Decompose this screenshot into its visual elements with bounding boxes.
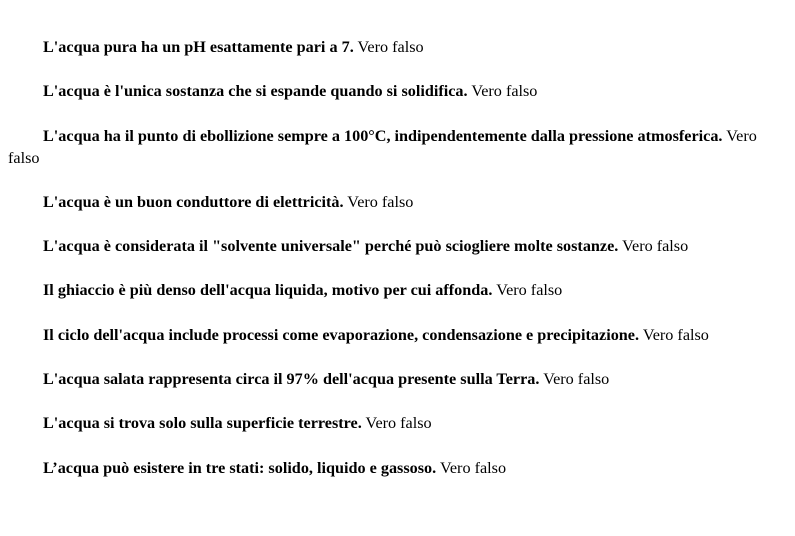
question-item: [8, 412, 768, 434]
question-text: L'acqua è un buon conduttore di elettricità.: [43, 192, 344, 211]
answer-options: Vero falso: [365, 414, 432, 433]
answer-options: Vero falso: [622, 237, 689, 256]
question-text: Il ciclo dell'acqua include processi come evaporazione, condensazione e precipitazione.: [43, 325, 640, 344]
answer-options: Vero falso: [347, 192, 414, 211]
question-item: [8, 36, 768, 58]
answer-options: Vero falso: [8, 126, 757, 167]
question-text: L'acqua si trova solo sulla superficie terrestre.: [43, 414, 362, 433]
quiz-document: [8, 36, 768, 501]
question-text: L'acqua ha il punto di ebollizione sempre a 100°C, indipendentemente dalla pressione atmosferica.: [43, 126, 723, 145]
question-item: [8, 368, 768, 390]
question-item: [8, 457, 768, 479]
answer-options: Vero falso: [357, 38, 424, 56]
question-item: [8, 191, 768, 213]
question-item: [8, 80, 768, 102]
question-text: L'acqua è considerata il "solvente universale" perché può sciogliere molte sostanze.: [43, 237, 619, 256]
answer-options: Vero falso: [543, 370, 610, 389]
question-text: L’acqua può esistere in tre stati: solido, liquido e gassoso.: [43, 458, 437, 477]
answer-options: Vero falso: [439, 458, 507, 477]
question-item: [8, 324, 768, 346]
question-item: [8, 235, 768, 257]
question-text: Il ghiaccio è più denso dell'acqua liquida, motivo per cui affonda.: [43, 281, 493, 300]
question-text: L'acqua è l'unica sostanza che si espande quando si solidifica.: [43, 82, 468, 101]
question-text: L'acqua salata rappresenta circa il 97% dell'acqua presente sulla Terra.: [43, 370, 540, 389]
answer-options: Vero falso: [496, 281, 563, 300]
answer-options: Vero falso: [471, 82, 538, 101]
question-text: L'acqua pura ha un pH esattamente pari a 7.: [43, 38, 354, 56]
question-item: [8, 125, 768, 169]
question-item: [8, 279, 768, 301]
answer-options: Vero falso: [642, 325, 709, 344]
